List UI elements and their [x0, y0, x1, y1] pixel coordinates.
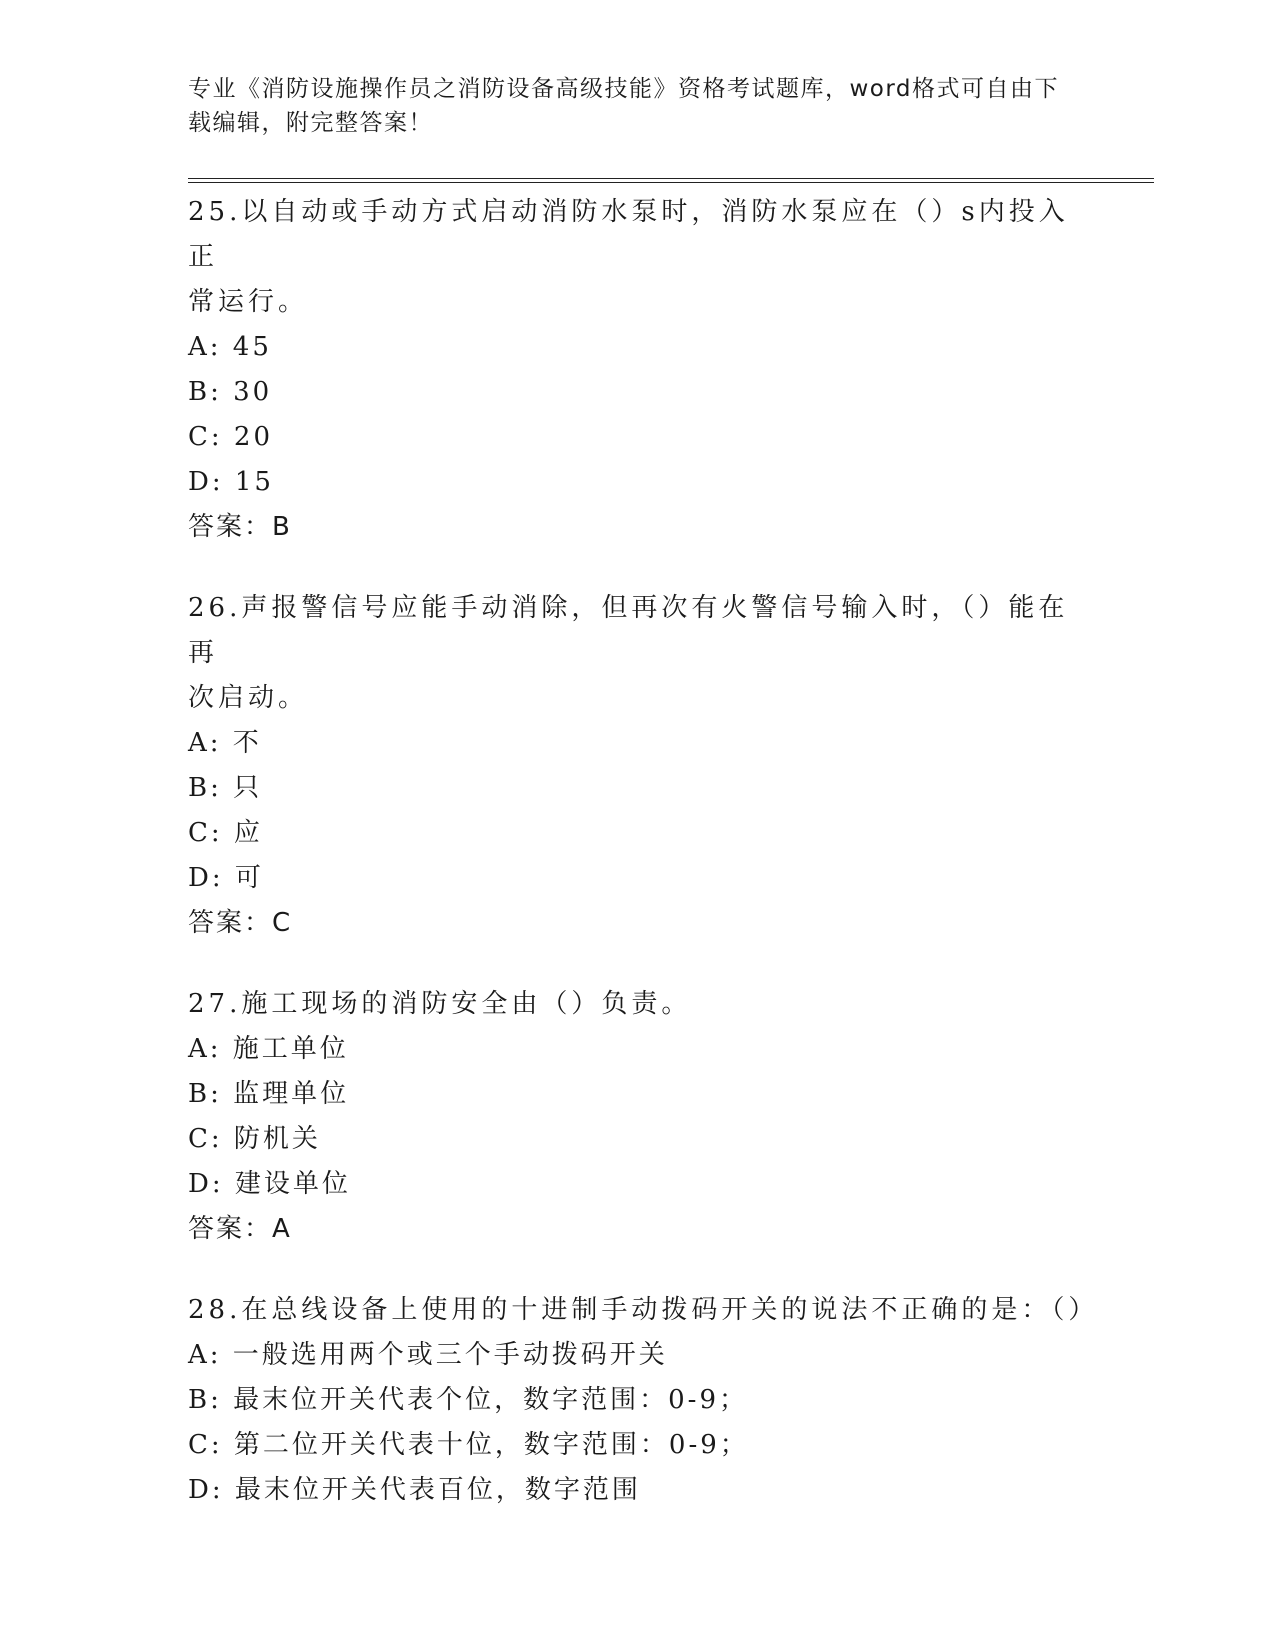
answer-line: 答案：B: [188, 512, 292, 542]
question-26: [188, 586, 1088, 946]
option-a: A: 45: [188, 332, 272, 362]
header-line-2: 载编辑，附完整答案！: [188, 110, 433, 136]
header-line-1: 专业《消防设施操作员之消防设备高级技能》资格考试题库，word格式可自由下: [188, 76, 1060, 102]
option-d: D: 可: [188, 863, 264, 893]
header-divider-top: [188, 178, 1154, 179]
question-stem: 25.以自动或手动方式启动消防水泵时，消防水泵应在（）s内投入正: [188, 197, 1069, 272]
option-c: C: 应: [188, 818, 263, 848]
question-list: [188, 190, 1099, 1549]
question-28: [188, 1288, 1099, 1513]
option-b: B: 监理单位: [188, 1079, 350, 1109]
option-b: B: 30: [188, 377, 273, 407]
question-stem-continued: 次启动。: [188, 683, 309, 713]
option-d: D: 15: [188, 467, 274, 497]
option-b: B: 最末位开关代表个位，数字范围：0-9；: [188, 1385, 749, 1415]
question-stem: 27.施工现场的消防安全由（）负责。: [188, 989, 692, 1019]
option-a: A: 不: [188, 728, 262, 758]
option-c: C: 防机关: [188, 1124, 321, 1154]
question-27: [188, 982, 1088, 1252]
question-stem-continued: 常运行。: [188, 287, 309, 317]
option-d: D: 建设单位: [188, 1169, 351, 1199]
option-a: A: 施工单位: [188, 1034, 349, 1064]
question-25: [188, 190, 1088, 550]
option-d: D: 最末位开关代表百位，数字范围: [188, 1475, 641, 1505]
option-c: C: 20: [188, 422, 274, 452]
document-header: [188, 72, 1068, 140]
question-stem: 26.声报警信号应能手动消除，但再次有火警信号输入时，（）能在再: [188, 593, 1069, 668]
question-stem: 28.在总线设备上使用的十进制手动拨码开关的说法不正确的是：（）: [188, 1295, 1099, 1325]
option-c: C: 第二位开关代表十位，数字范围：0-9；: [188, 1430, 749, 1460]
answer-line: 答案：C: [188, 908, 293, 938]
option-a: A: 一般选用两个或三个手动拨码开关: [188, 1340, 668, 1370]
header-divider-bottom: [188, 182, 1154, 183]
option-b: B: 只: [188, 773, 263, 803]
answer-line: 答案：A: [188, 1214, 292, 1244]
